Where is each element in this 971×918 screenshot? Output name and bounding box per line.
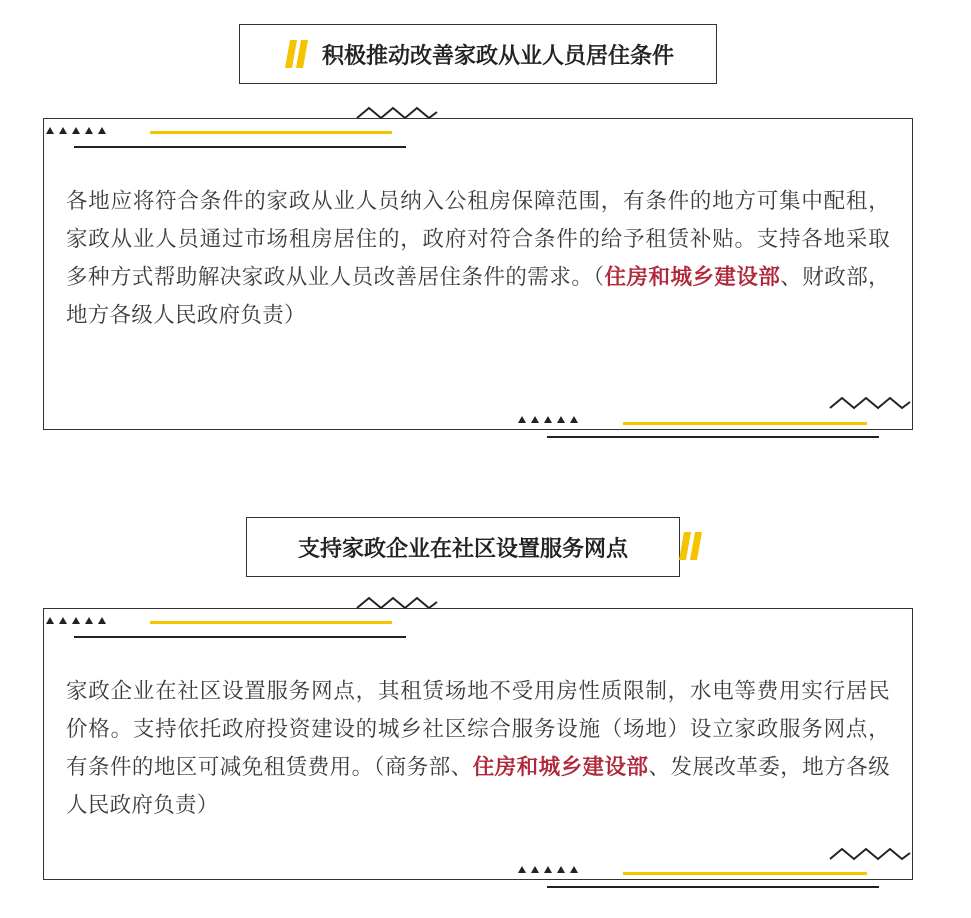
decor-line-black xyxy=(547,436,879,438)
section-2-body xyxy=(66,673,890,825)
zigzag-decoration-icon xyxy=(828,845,912,865)
section-2-body-text-end: 、发展改革委，地方各级人民政府负责） xyxy=(66,755,890,818)
section-1-title-box xyxy=(239,24,717,84)
section-1-highlight: 住房和城乡建设部 xyxy=(604,265,781,290)
triangle-row-decoration-icon xyxy=(518,416,578,423)
section-1-body xyxy=(66,183,890,335)
decor-line-yellow xyxy=(623,422,867,425)
section-1-card xyxy=(43,118,913,430)
decor-line-black xyxy=(547,886,879,888)
triangle-row-decoration-icon xyxy=(46,617,106,624)
section-2-body-text: 家政企业在社区设置服务网点，其租赁场地不受用房性质限制，水电等费用实行居民价格。支持依托政府投资建设的城乡社区综合服务设施（场地）设立家政服务网点，有条件的地区可减免租赁费用。（商务部、 xyxy=(66,679,890,780)
decor-line-black xyxy=(74,146,406,148)
decor-line-yellow xyxy=(150,131,392,134)
decor-line-black xyxy=(74,636,406,638)
decor-line-yellow xyxy=(623,872,867,875)
decor-line-yellow xyxy=(150,621,392,624)
section-1-body-text: 各地应将符合条件的家政从业人员纳入公租房保障范围，有条件的地方可集中配租，家政从业人员通过市场租房居住的，政府对符合条件的给予租赁补贴。支持各地采取多种方式帮助解决家政从业人员改善居住条件的需求。（ xyxy=(66,189,890,290)
section-2-highlight: 住房和城乡建设部 xyxy=(472,755,649,780)
section-2-title: 支持家政企业在社区设置服务网点 xyxy=(297,536,628,562)
triangle-row-decoration-icon xyxy=(46,127,106,134)
yellow-quote-mark-icon xyxy=(282,36,312,72)
section-1-title: 积极推动改善家政从业人员居住条件 xyxy=(321,43,674,69)
section-2-title-box xyxy=(246,517,680,577)
section-2-card xyxy=(43,608,913,880)
zigzag-decoration-icon xyxy=(828,394,912,414)
yellow-quote-mark-icon xyxy=(676,528,706,564)
triangle-row-decoration-icon xyxy=(518,866,578,873)
section-1-body-text-end: 、财政部，地方各级人民政府负责） xyxy=(66,265,890,328)
